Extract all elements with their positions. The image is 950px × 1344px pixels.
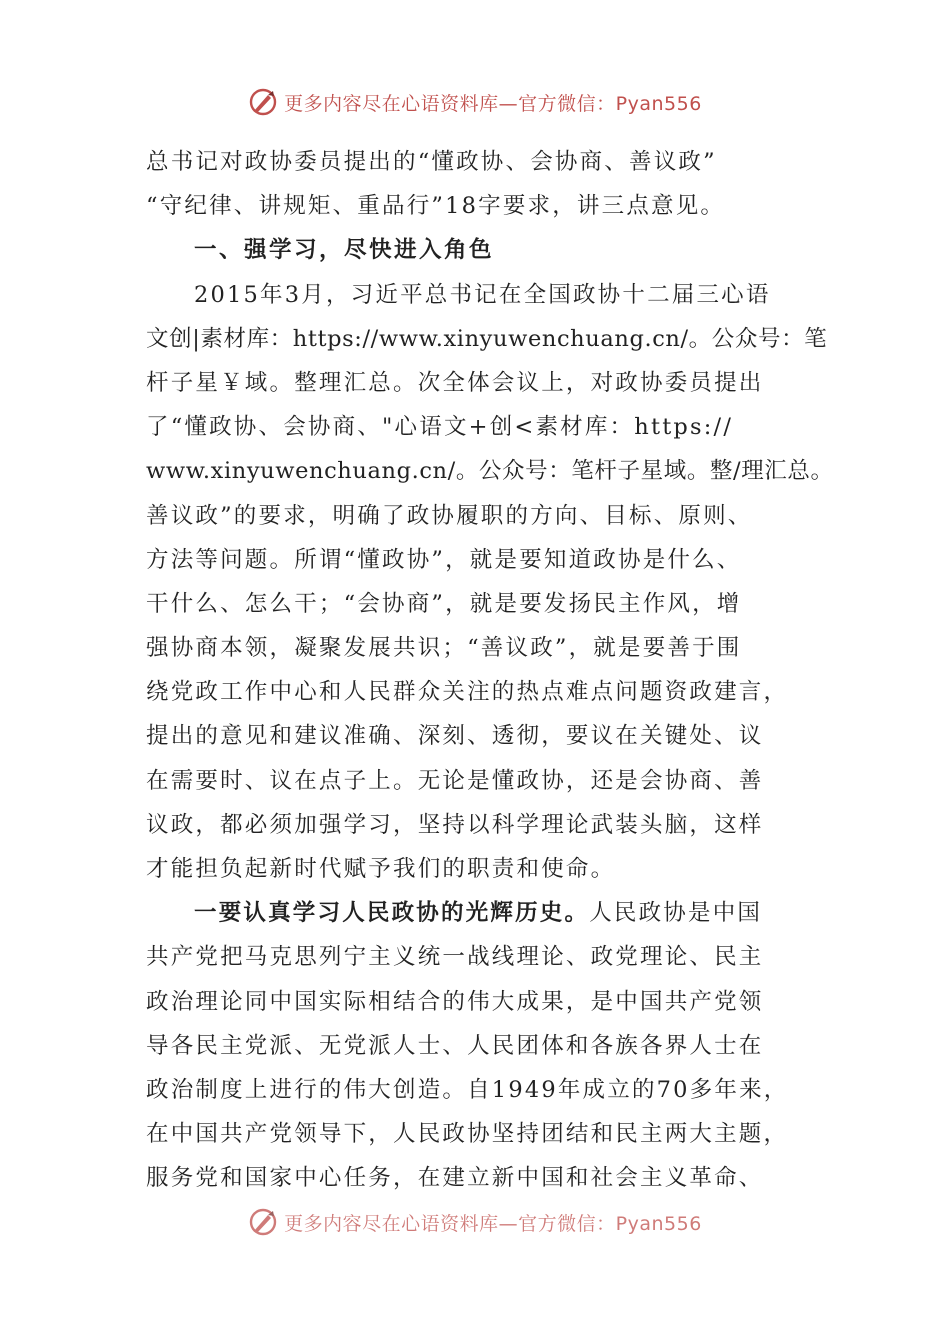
text-line: www.xinyuwenchuang.cn/。公众号：笔杆子星域。整/理汇总。 <box>146 458 834 485</box>
pen-logo-icon <box>248 1207 278 1237</box>
text-line: 绕党政工作中心和人民群众关注的热点难点问题资政建言， <box>146 679 789 706</box>
text-line: 杆子星￥域。整理汇总。次全体会议上，对政协委员提出 <box>146 369 764 396</box>
text-line: 总书记对政协委员提出的“懂政协、会协商、善议政” <box>146 149 717 175</box>
section-heading: 一、强学习，尽快进入角色 <box>194 237 495 264</box>
text-line: 强协商本领，凝聚发展共识；“善议政”，就是要善于围 <box>146 635 742 662</box>
lead-rest-text: 人民政协是中国 <box>589 900 763 927</box>
footer-banner <box>0 1202 950 1242</box>
text-line: “守纪律、讲规矩、重品行”18字要求，讲三点意见。 <box>146 193 726 220</box>
text-line: 服务党和国家中心任务，在建立新中国和社会主义革命、 <box>146 1165 764 1192</box>
text-line: 善议政”的要求，明确了政协履职的方向、目标、原则、 <box>146 502 753 529</box>
text-line: 政治理论同中国实际相结合的伟大成果，是中国共产党领 <box>146 988 764 1015</box>
text-line: 2015年3月，习近平总书记在全国政协十二届三心语 <box>194 281 771 308</box>
text-line: 政治制度上进行的伟大创造。自1949年成立的70多年来， <box>146 1076 789 1103</box>
document-body <box>146 140 846 1201</box>
text-line: 导各民主党派、无党派人士、人民团体和各族各界人士在 <box>146 1032 764 1059</box>
text-line: 在需要时、议在点子上。无论是懂政协，还是会协商、善 <box>146 767 764 794</box>
text-line: 文创|素材库：https://www.xinyuwenchuang.cn/。公众号：笔 <box>146 325 828 352</box>
text-line: 了“懂政协、会协商、"心语文+创<素材库：https:// <box>146 414 734 441</box>
header-banner <box>0 82 950 122</box>
text-line: 提出的意见和建议准确、深刻、透彻，要议在关键处、议 <box>146 723 764 750</box>
bold-lead-text: 一要认真学习人民政协的光辉历史。 <box>194 900 590 927</box>
text-line: 共产党把马克思列宁主义统一战线理论、政党理论、民主 <box>146 944 764 971</box>
text-line: 在中国共产党领导下，人民政协坚持团结和民主两大主题， <box>146 1121 789 1148</box>
pen-logo-icon <box>248 87 278 117</box>
text-line: 方法等问题。所谓“懂政协”，就是要知道政协是什么、 <box>146 546 742 573</box>
footer-banner-text: 更多内容尽在心语资料库—官方微信：Pyan556 <box>284 1212 702 1235</box>
text-line: 干什么、怎么干；“会协商”，就是要发扬民主作风，增 <box>146 590 742 617</box>
text-line: 议政，都必须加强学习，坚持以科学理论武装头脑，这样 <box>146 811 764 838</box>
header-banner-text: 更多内容尽在心语资料库—官方微信：Pyan556 <box>284 92 702 115</box>
paragraph-lead <box>146 891 846 935</box>
text-line: 才能担负起新时代赋予我们的职责和使命。 <box>146 856 616 882</box>
